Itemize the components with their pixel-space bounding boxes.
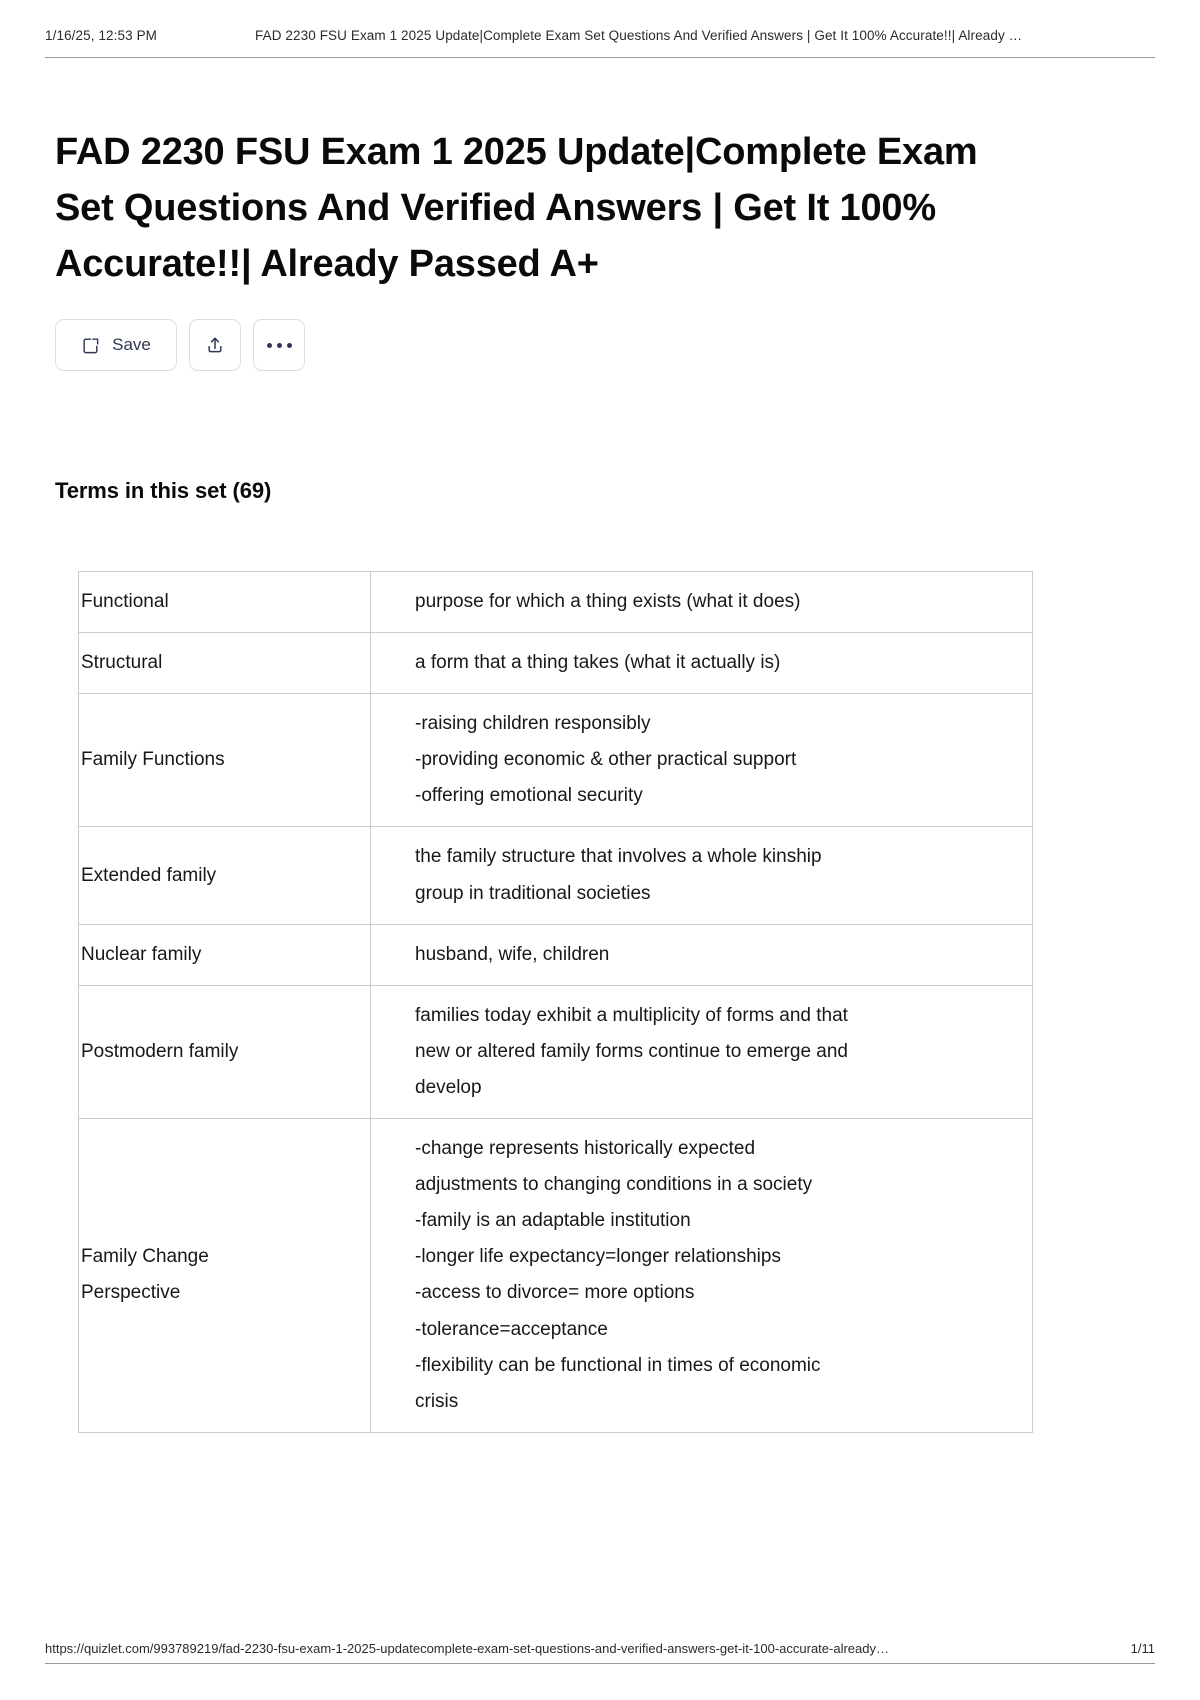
definition-line: the family structure that involves a whole kinship	[415, 846, 822, 868]
source-url: https://quizlet.com/993789219/fad-2230-fsu-exam-1-2025-updatecomplete-exam-set-questions-and-verified-answers-get-it-100-accurate-already…	[45, 1641, 889, 1656]
page-number: 1/11	[1130, 1641, 1155, 1656]
footer-divider	[45, 1663, 1155, 1664]
terms-table-body	[79, 572, 1033, 1433]
term-cell	[79, 633, 371, 694]
definition-line: a form that a thing takes (what it actually is)	[415, 652, 781, 674]
page-title: FAD 2230 FSU Exam 1 2025 Update|Complete Exam Set Questions And Verified Answers | Get It 100% Accurate!!| Already Passed A+	[55, 131, 978, 286]
definition-line: -tolerance=acceptance	[415, 1318, 608, 1340]
print-header-title: FAD 2230 FSU Exam 1 2025 Update|Complete Exam Set Questions And Verified Answers | Get It 100% Accurate!!| Already …	[255, 28, 1023, 43]
term-line: Postmodern family	[81, 1040, 239, 1062]
definition-line: -providing economic & other practical support	[415, 749, 797, 771]
definition-line: new or altered family forms continue to emerge and	[415, 1040, 848, 1062]
table-row	[79, 985, 1033, 1118]
term-cell	[79, 1119, 371, 1433]
table-row	[79, 924, 1033, 985]
definition-cell	[371, 694, 1033, 827]
save-button[interactable]	[55, 319, 177, 371]
print-date: 1/16/25, 12:53 PM	[45, 28, 158, 43]
definition-cell	[371, 827, 1033, 924]
definition-line: -family is an adaptable institution	[415, 1210, 691, 1232]
definition-line: develop	[415, 1076, 482, 1098]
term-cell	[79, 827, 371, 924]
definition-cell	[371, 572, 1033, 633]
definition-cell	[371, 985, 1033, 1118]
share-icon	[205, 335, 225, 355]
share-button[interactable]	[189, 319, 241, 371]
definition-line: adjustments to changing conditions in a society	[415, 1174, 813, 1196]
term-cell	[79, 924, 371, 985]
more-options-button[interactable]	[253, 319, 305, 371]
term-cell	[79, 985, 371, 1118]
definition-line: crisis	[415, 1390, 459, 1412]
print-footer	[45, 1641, 1155, 1656]
term-line: Nuclear family	[81, 943, 202, 965]
table-row	[79, 572, 1033, 633]
table-row	[79, 1119, 1033, 1433]
definition-cell	[371, 1119, 1033, 1433]
table-row	[79, 633, 1033, 694]
table-row	[79, 694, 1033, 827]
definition-line: -flexibility can be functional in times of economic	[415, 1354, 821, 1376]
save-button-label: Save	[112, 335, 151, 354]
term-line: Family Change	[81, 1246, 209, 1268]
action-toolbar	[55, 319, 305, 371]
term-cell	[79, 572, 371, 633]
definition-line: -access to divorce= more options	[415, 1282, 695, 1304]
table-row	[79, 827, 1033, 924]
term-line: Functional	[81, 591, 169, 612]
definition-line: -change represents historically expected	[415, 1138, 756, 1160]
bookmark-icon	[81, 336, 100, 355]
term-cell	[79, 694, 371, 827]
term-line: Family Functions	[81, 749, 225, 771]
terms-heading: Terms in this set (69)	[55, 478, 272, 503]
more-options-icon	[267, 343, 292, 348]
terms-table	[78, 571, 1033, 1433]
definition-line: families today exhibit a multiplicity of forms and that	[415, 1004, 848, 1026]
term-line: Extended family	[81, 864, 217, 886]
definition-line: -offering emotional security	[415, 785, 643, 807]
definition-cell	[371, 633, 1033, 694]
definition-line: purpose for which a thing exists (what it does)	[415, 591, 801, 612]
definition-line: -longer life expectancy=longer relationships	[415, 1246, 781, 1268]
definition-cell	[371, 924, 1033, 985]
definition-line: group in traditional societies	[415, 882, 651, 904]
term-line: Perspective	[81, 1282, 181, 1304]
term-line: Structural	[81, 652, 163, 674]
print-header	[45, 28, 1155, 43]
definition-line: husband, wife, children	[415, 943, 610, 965]
header-divider	[45, 57, 1155, 58]
definition-line: -raising children responsibly	[415, 713, 651, 735]
